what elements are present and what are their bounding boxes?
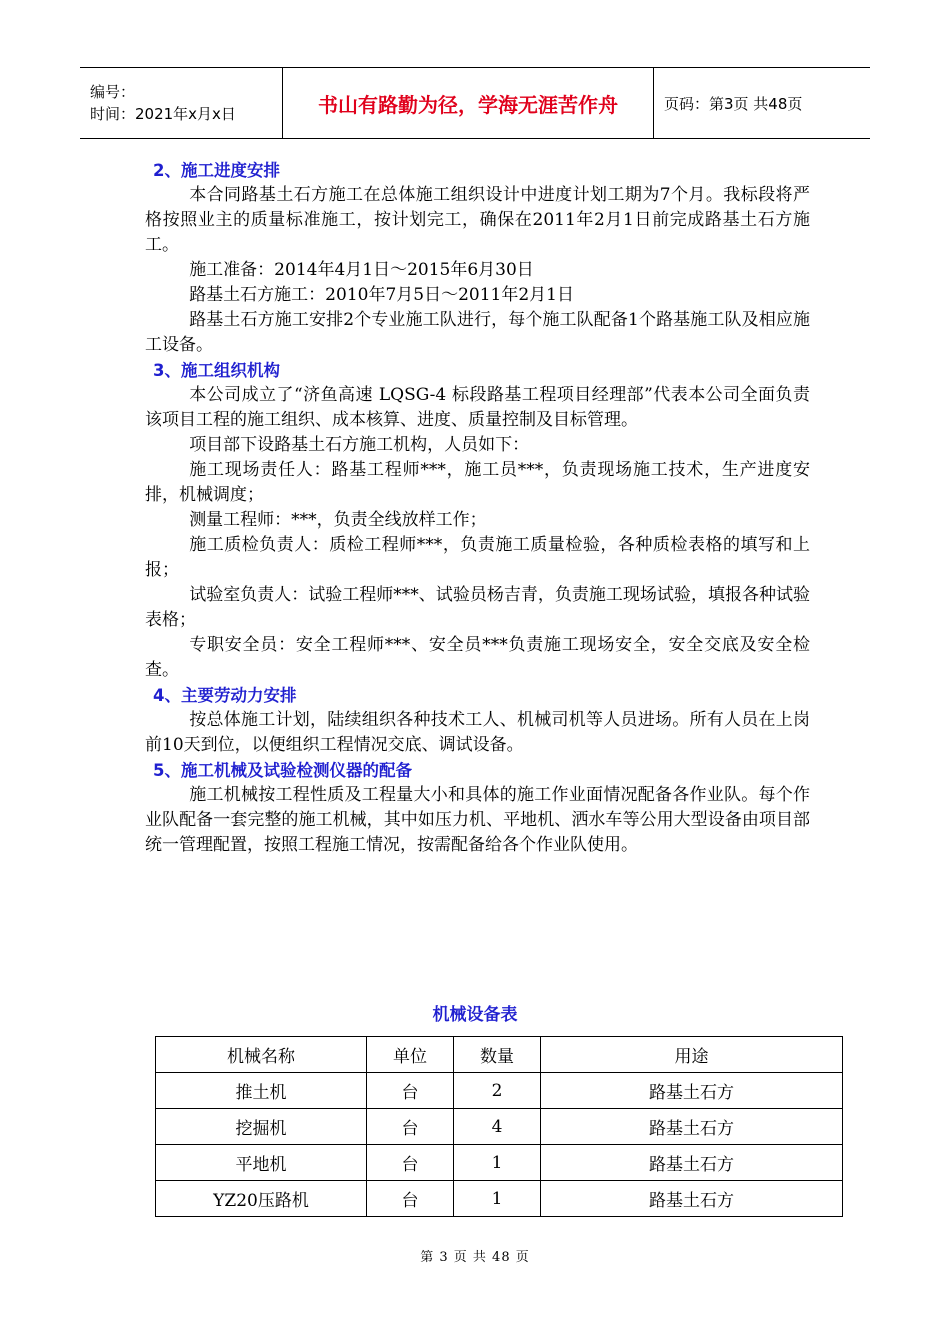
table-cell: 台	[367, 1073, 454, 1109]
table-cell: 路基土石方	[541, 1073, 843, 1109]
paragraph: 施工机械按工程性质及工程量大小和具体的施工作业面情况配备各作业队。每个作业队配备一套完整的施工机械，其中如压力机、平地机、洒水车等公用大型设备由项目部统一管理配置，按照工程施工情况，按需配备给各个作业队使用。	[145, 785, 810, 855]
header-page-info: 页码：第3页 共48页	[664, 94, 803, 113]
section-heading: 3、施工组织机构	[153, 361, 280, 380]
table-cell: 1	[454, 1181, 541, 1217]
paragraph: 路基土石方施工：2010年7月5日～2011年2月1日	[189, 285, 574, 305]
header-meta	[80, 68, 282, 138]
paragraph: 路基土石方施工安排2个专业施工队进行，每个施工队配备1个路基施工队及相应施工设备。	[145, 310, 810, 355]
table-row	[156, 1109, 843, 1145]
section-heading: 2、施工进度安排	[153, 161, 280, 180]
table-cell: 路基土石方	[541, 1145, 843, 1181]
equipment-table	[155, 1036, 843, 1217]
header-date: 时间：2021年x月x日	[90, 105, 236, 123]
table-cell: 4	[454, 1109, 541, 1145]
table-title: 机械设备表	[432, 1005, 518, 1025]
paragraph: 测量工程师：***，负责全线放样工作；	[189, 510, 487, 530]
table-cell: 平地机	[156, 1145, 367, 1181]
page-footer: 第 3 页 共 48 页	[420, 1250, 530, 1265]
paragraph: 施工质检负责人：质检工程师***，负责施工质量检验，各种质检表格的填写和上报；	[145, 535, 810, 580]
document-body	[145, 158, 810, 858]
paragraph: 专职安全员：安全工程师***、安全员***负责施工现场安全，安全交底及安全检查。	[145, 635, 810, 680]
paragraph: 本公司成立了“济鱼高速 LQSG-4 标段路基工程项目经理部”代表本公司全面负责该项目工程的施工组织、成本核算、进度、质量控制及目标管理。	[145, 385, 810, 430]
table-cell: YZ20压路机	[156, 1181, 367, 1217]
table-header-cell: 机械名称	[156, 1037, 367, 1073]
table-row	[156, 1073, 843, 1109]
page-header	[80, 67, 870, 139]
table-cell: 路基土石方	[541, 1109, 843, 1145]
table-body	[156, 1073, 843, 1217]
header-motto: 书山有路勤为径，学海无涯苦作舟	[282, 68, 654, 138]
paragraph: 本合同路基土石方施工在总体施工组织设计中进度计划工期为7个月。我标段将严格按照业主的质量标准施工，按计划完工，确保在2011年2月1日前完成路基土石方施工。	[145, 185, 810, 255]
section-heading: 5、施工机械及试验检测仪器的配备	[153, 761, 412, 780]
table-row	[156, 1181, 843, 1217]
table-row	[156, 1145, 843, 1181]
table-header-row	[156, 1037, 843, 1073]
section-heading: 4、主要劳动力安排	[153, 686, 297, 705]
paragraph: 试验室负责人：试验工程师***、试验员杨吉青，负责施工现场试验，填报各种试验表格；	[145, 585, 810, 630]
paragraph: 施工准备：2014年4月1日～2015年6月30日	[189, 260, 534, 280]
table-header-cell: 数量	[454, 1037, 541, 1073]
paragraph: 项目部下设路基土石方施工机构，人员如下：	[189, 435, 530, 455]
table-cell: 台	[367, 1145, 454, 1181]
table-cell: 推土机	[156, 1073, 367, 1109]
table-header-cell: 用途	[541, 1037, 843, 1073]
header-number: 编号：	[90, 83, 136, 101]
paragraph: 施工现场责任人：路基工程师***，施工员***，负责现场施工技术，生产进度安排，机械调度；	[145, 460, 810, 505]
table-cell: 路基土石方	[541, 1181, 843, 1217]
table-header-cell: 单位	[367, 1037, 454, 1073]
paragraph: 按总体施工计划，陆续组织各种技术工人、机械司机等人员进场。所有人员在上岗前10天到位，以便组织工程情况交底、调试设备。	[145, 710, 810, 755]
table-cell: 台	[367, 1109, 454, 1145]
table-cell: 2	[454, 1073, 541, 1109]
table-cell: 台	[367, 1181, 454, 1217]
table-cell: 挖掘机	[156, 1109, 367, 1145]
table-cell: 1	[454, 1145, 541, 1181]
